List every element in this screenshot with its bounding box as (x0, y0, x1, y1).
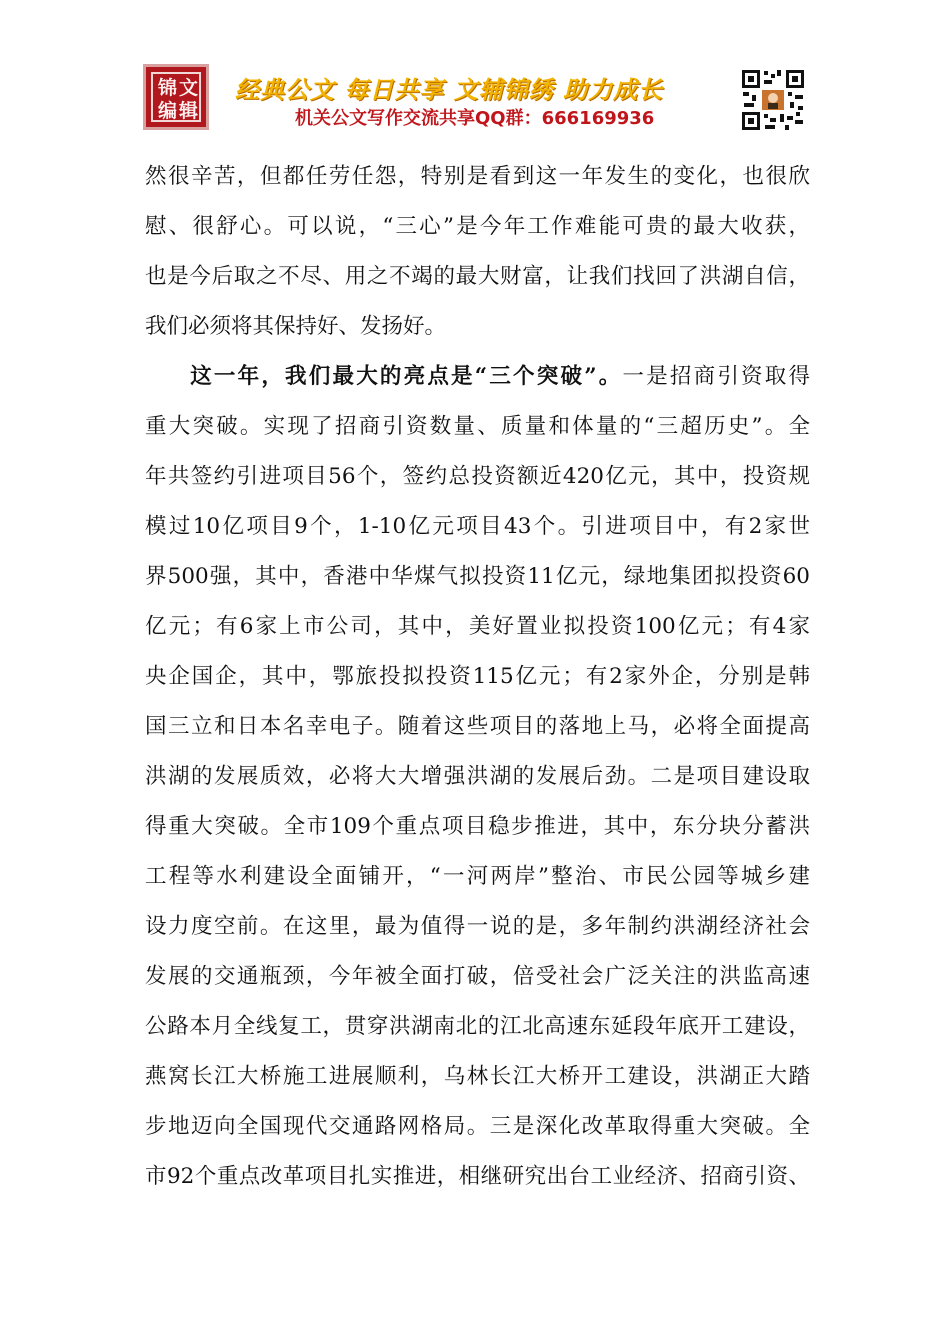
text-line: 重大突破。实现了招商引资数量、质量和体量的“三超历史”。全 (145, 414, 810, 439)
text-line: 设力度空前。在这里，最为值得一说的是，多年制约洪湖经济社会 (145, 914, 810, 939)
lead-text: 一是招商引资取得 (622, 364, 810, 389)
text-line: 发展的交通瓶颈，今年被全面打破，倍受社会广泛关注的洪监高速 (145, 964, 810, 989)
page-header (143, 64, 808, 134)
text-line: 步地迈向全国现代交通路网格局。三是深化改革取得重大突破。全 (145, 1114, 810, 1139)
document-body (145, 152, 810, 1202)
logo-char: 文 (179, 77, 199, 99)
brand-logo (143, 64, 209, 130)
text-line: 工程等水利建设全面铺开，“一河两岸”整治、市民公园等城乡建 (145, 864, 810, 889)
logo-char: 辑 (179, 100, 199, 122)
logo-char: 锦 (158, 77, 178, 99)
highlight-heading: 这一年，我们最大的亮点是“三个突破”。 (188, 364, 623, 389)
paragraph-lead-line (145, 352, 810, 402)
qq-group-text: 机关公文写作交流共享QQ群：666169936 (295, 108, 655, 129)
text-line: 年共签约引进项目56个，签约总投资额近420亿元，其中，投资规 (145, 464, 810, 489)
text-line: 界500强，其中，香港中华煤气拟投资11亿元，绿地集团拟投资60 (145, 564, 810, 589)
qr-code-icon (740, 68, 806, 132)
text-line: 市92个重点改革项目扎实推进，相继研究出台工业经济、招商引资、 (145, 1164, 810, 1189)
text-line: 慰、很舒心。可以说，“三心”是今年工作难能可贵的最大收获， (145, 214, 810, 239)
text-line: 然很辛苦，但都任劳任怨，特别是看到这一年发生的变化，也很欣 (145, 164, 810, 189)
text-line: 国三立和日本名幸电子。随着这些项目的落地上马，必将全面提高 (145, 714, 810, 739)
text-line: 也是今后取之不尽、用之不竭的最大财富，让我们找回了洪湖自信， (145, 264, 810, 289)
text-line: 得重大突破。全市109个重点项目稳步推进，其中，东分块分蓄洪 (145, 814, 810, 839)
text-line: 我们必须将其保持好、发扬好。 (145, 314, 447, 339)
logo-char: 编 (158, 100, 178, 122)
text-line: 公路本月全线复工，贯穿洪湖南北的江北高速东延段年底开工建设， (145, 1014, 810, 1039)
text-line: 洪湖的发展质效，必将大大增强洪湖的发展后劲。二是项目建设取 (145, 764, 810, 789)
text-line: 央企国企，其中，鄂旅投拟投资115亿元；有2家外企，分别是韩 (145, 664, 810, 689)
text-line: 亿元；有6家上市公司，其中，美好置业拟投资100亿元；有4家 (145, 614, 810, 639)
text-line: 模过10亿项目9个，1-10亿元项目43个。引进项目中，有2家世 (145, 514, 810, 539)
header-slogan: 经典公文 每日共享 文辅锦绣 助力成长 (235, 76, 664, 104)
text-line: 燕窝长江大桥施工进展顺利，乌林长江大桥开工建设，洪湖正大踏 (145, 1064, 810, 1089)
